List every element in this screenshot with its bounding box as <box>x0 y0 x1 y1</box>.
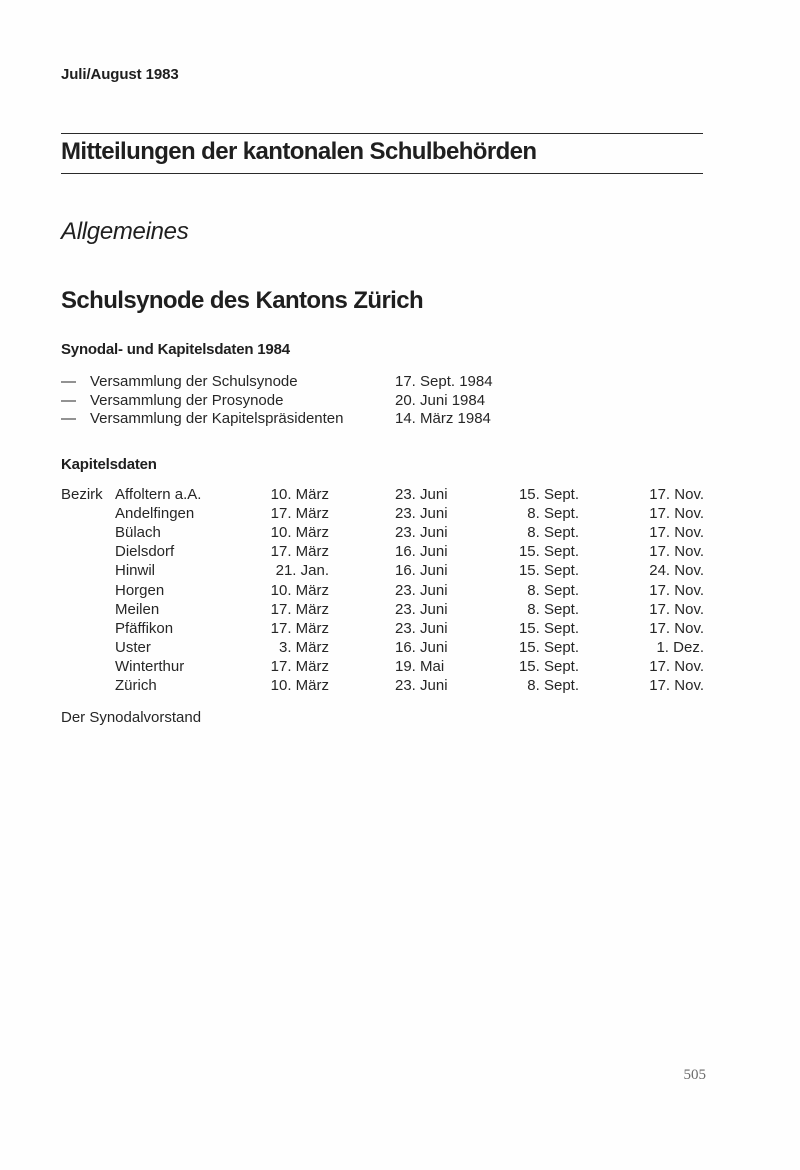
date-cell: 17. März <box>270 619 329 637</box>
kapitel-row <box>61 524 706 543</box>
date-cell: 21. Jan. <box>275 562 329 580</box>
date-cell: 19. Mai <box>395 657 445 675</box>
date-cell: 17. März <box>270 505 329 523</box>
district-name: Affoltern a.A. <box>115 486 202 503</box>
bezirk-label: Bezirk <box>61 486 103 503</box>
kapitel-row <box>61 658 706 677</box>
date-cell: 16. Juni <box>395 562 448 580</box>
kapitel-title: Kapitelsdaten <box>61 456 157 473</box>
date-cell: 15. Sept. <box>518 638 579 656</box>
date-cell: 17. Nov. <box>649 677 704 694</box>
kapitel-row <box>61 505 706 524</box>
meeting-date: 17. Sept. 1984 <box>395 373 493 390</box>
district-name: Winterthur <box>115 657 185 675</box>
date-cell: 24. Nov. <box>649 562 704 580</box>
kapitel-row <box>61 486 706 505</box>
kapitel-row <box>61 639 706 658</box>
date-cell: 17. Nov. <box>649 505 704 523</box>
kapitel-row <box>61 562 706 581</box>
date-cell: 17. Nov. <box>649 619 704 637</box>
category-heading: Allgemeines <box>61 218 189 245</box>
date-cell: 8. Sept. <box>527 524 579 542</box>
kapitel-row <box>61 620 706 639</box>
signature: Der Synodalvorstand <box>61 709 202 726</box>
date-cell: 3. März <box>278 638 329 656</box>
top-rule <box>61 133 703 134</box>
kapitel-row <box>61 601 706 620</box>
date-cell: 15. Sept. <box>518 486 579 503</box>
meeting-date: 14. März 1984 <box>395 410 491 427</box>
article-subheading: Synodal- und Kapitelsdaten 1984 <box>61 341 290 358</box>
district-name: Horgen <box>115 581 165 599</box>
date-cell: 8. Sept. <box>527 600 579 618</box>
date-cell: 1. Dez. <box>656 638 704 656</box>
district-name: Andelfingen <box>115 505 195 523</box>
date-cell: 17. März <box>270 543 329 561</box>
meeting-item <box>61 392 521 411</box>
dash-glyph: — <box>61 410 76 427</box>
date-cell: 17. Nov. <box>649 600 704 618</box>
date-cell: 8. Sept. <box>527 505 579 523</box>
date-cell: 17. Nov. <box>649 581 704 599</box>
section-title: Mitteilungen der kantonalen Schulbehörden <box>61 138 537 165</box>
date-cell: 15. Sept. <box>518 562 579 580</box>
kapitel-row <box>61 543 706 562</box>
date-cell: 8. Sept. <box>527 677 579 694</box>
meeting-date: 20. Juni 1984 <box>395 391 486 409</box>
article-heading: Schulsynode des Kantons Zürich <box>61 287 424 314</box>
district-name: Pfäffikon <box>115 619 174 637</box>
date-cell: 17. März <box>270 657 329 675</box>
district-name: Uster <box>115 638 151 656</box>
meeting-label: Versammlung der Kapitelspräsidenten <box>90 410 344 427</box>
issue-date: Juli/August 1983 <box>61 66 179 83</box>
date-cell: 23. Juni <box>395 600 448 618</box>
district-name: Meilen <box>115 600 160 618</box>
date-cell: 23. Juni <box>395 677 448 694</box>
meeting-item <box>61 373 521 392</box>
district-name: Dielsdorf <box>115 543 175 561</box>
date-cell: 23. Juni <box>395 486 448 503</box>
date-cell: 17. Nov. <box>649 524 704 542</box>
date-cell: 15. Sept. <box>518 543 579 561</box>
date-cell: 10. März <box>270 581 329 599</box>
meeting-label: Versammlung der Schulsynode <box>90 373 298 390</box>
date-cell: 23. Juni <box>395 581 448 599</box>
bottom-rule <box>61 173 703 174</box>
date-cell: 15. Sept. <box>518 657 579 675</box>
meeting-label: Versammlung der Prosynode <box>90 391 284 409</box>
district-name: Bülach <box>115 524 161 542</box>
date-cell: 10. März <box>270 524 329 542</box>
kapitel-row <box>61 582 706 601</box>
date-cell: 8. Sept. <box>527 581 579 599</box>
date-cell: 23. Juni <box>395 619 448 637</box>
dash-glyph: — <box>61 391 76 409</box>
meeting-item <box>61 410 521 429</box>
date-cell: 10. März <box>270 486 329 503</box>
date-cell: 10. März <box>270 677 329 694</box>
date-cell: 16. Juni <box>395 638 448 656</box>
kapitel-row <box>61 677 706 696</box>
date-cell: 17. Nov. <box>649 657 704 675</box>
date-cell: 17. Nov. <box>649 543 704 561</box>
date-cell: 16. Juni <box>395 543 448 561</box>
district-name: Hinwil <box>115 562 156 580</box>
date-cell: 15. Sept. <box>518 619 579 637</box>
district-name: Zürich <box>115 677 157 694</box>
date-cell: 17. Nov. <box>649 486 704 503</box>
date-cell: 23. Juni <box>395 524 448 542</box>
date-cell: 23. Juni <box>395 505 448 523</box>
dash-glyph: — <box>61 373 76 390</box>
page-number: 505 <box>683 1067 706 1083</box>
date-cell: 17. März <box>270 600 329 618</box>
